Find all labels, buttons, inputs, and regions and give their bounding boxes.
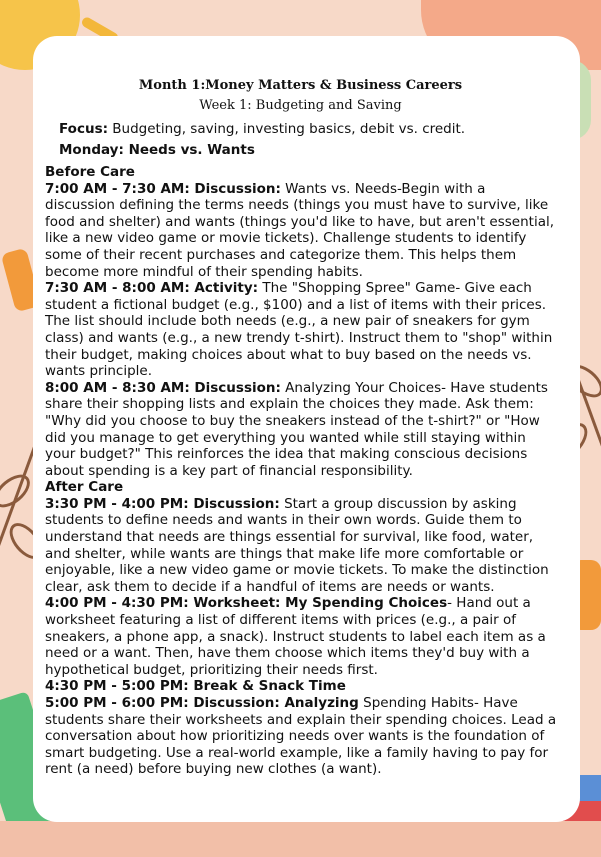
page-title: Month 1:Money Matters & Business Careers: [138, 78, 463, 93]
schedule-entry: [45, 678, 557, 695]
entry-text: The "Shopping Spree" Game- Give each student a fictional budget (e.g., $100) and a list of items with their prices. The list should include both needs (e.g., a new pair of sneakers for gym class) and wants (e.g., a new trendy t-shirt). Instruct them to "shop" within their budget, making choices about what to buy based on the needs vs. wants principle.: [45, 280, 553, 380]
entry-time-label: 3:30 PM - 4:00 PM: Discussion:: [45, 495, 280, 512]
entry-time-label: 8:00 AM - 8:30 AM: Discussion:: [45, 379, 281, 396]
schedule-entry: [45, 695, 557, 778]
schedule-entry: [45, 280, 557, 380]
entry-time-label: 5:00 PM - 6:00 PM: Discussion: Analyzing: [45, 695, 359, 711]
schedule-entry: [45, 496, 557, 596]
entry-text: Start a group discussion by asking students to define needs and wants in their own words. Guide them to understand that needs are things essential for survival, like food, water, and shelter, while wants are things that make life more comfortable or enjoyable, like a new video game or movie tickets. To make the distinction clear, ask them to decide if a handful of items are needs or wants.: [45, 495, 549, 595]
entry-time-label: 7:00 AM - 7:30 AM: Discussion:: [45, 180, 281, 197]
schedule-entry: [45, 181, 557, 281]
day-heading: Monday: Needs vs. Wants: [59, 142, 255, 158]
schedule-entry: [45, 380, 557, 480]
leaf-icon: [0, 468, 36, 513]
entry-text: - Hand out a worksheet featuring a list of different items with prices (e.g., a pair of sneakers, a phone app, a snack). Instruct students to label each item as a need or a want. Then, have them choose which items they'd buy with a hypothetical budget, prioritizing their needs first.: [45, 595, 546, 678]
entry-text: Spending Habits- Have students share their worksheets and explain their spending choices. Lead a conversation about how prioritizing needs over wants is the foundation of smart budgeting. Use a real-world example, like a family having to pay for rent (a need) before buying new clothes (a want).: [45, 695, 557, 778]
entry-time-label: 7:30 AM - 8:00 AM: Activity:: [45, 280, 259, 297]
focus-label: Focus:: [59, 121, 108, 137]
entry-text: Wants vs. Needs-Begin with a discussion defining the terms needs (things you must have to survive, like food and shelter) and wants (things you'd like to have, but aren't essential, like a new video game or movie tickets). Challenge students to identify some of their recent purchases and categorize them. This helps them become more mindful of their spending habits.: [45, 180, 555, 280]
decorative-shape: [0, 821, 601, 857]
entry-text: Analyzing Your Choices- Have students share their shopping lists and explain the choices they made. Ask them: "Why did you choose to buy the sneakers instead of the t-shirt?" or "How did you manage to get everything you wanted while still staying within your budget?" This reinforces the idea that making conscious decisions about spending is a key part of financial responsibility.: [45, 379, 548, 479]
week-subtitle: Week 1: Budgeting and Saving: [199, 98, 402, 113]
schedule-entry: [45, 595, 557, 678]
section-heading-after-care: After Care: [45, 479, 124, 496]
schedule: [45, 164, 557, 778]
focus-line: [59, 121, 465, 137]
focus-text: Budgeting, saving, investing basics, debit vs. credit.: [108, 121, 466, 137]
section-heading-before-care: Before Care: [45, 164, 135, 180]
entry-time-label: 4:00 PM - 4:30 PM: Worksheet: My Spending Choices: [45, 595, 448, 612]
entry-time-label: 4:30 PM - 5:00 PM: Break & Snack Time: [45, 678, 346, 695]
